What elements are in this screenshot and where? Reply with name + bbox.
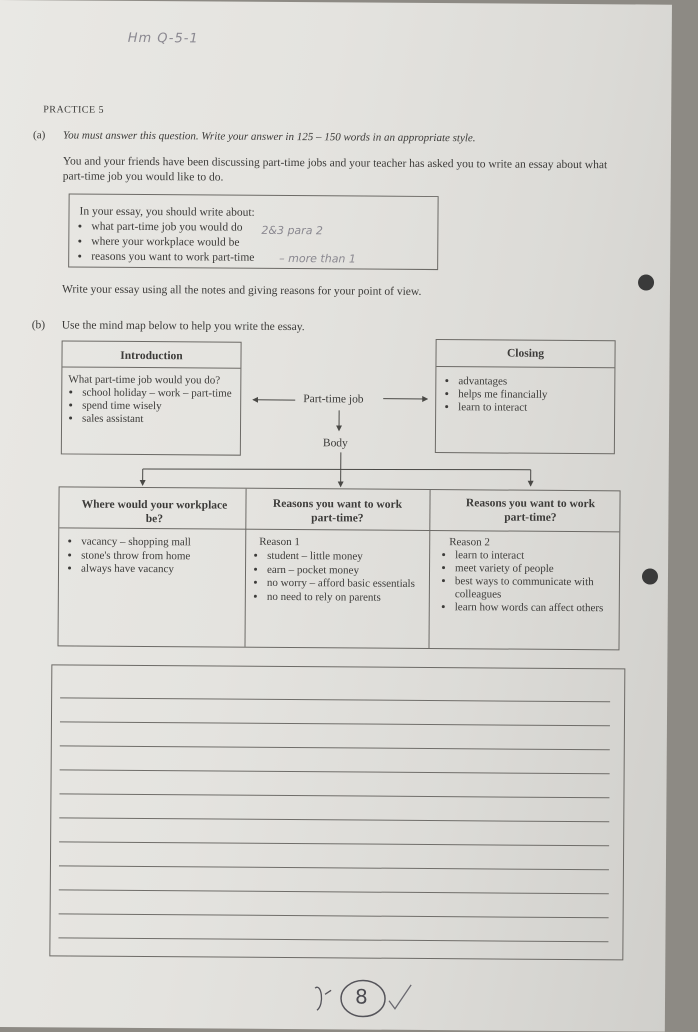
writing-line: [60, 769, 610, 774]
introduction-heading: Introduction: [62, 341, 240, 368]
punch-hole: [638, 274, 654, 290]
header-scribble: Hm Q-5-1: [128, 31, 199, 46]
reason1-sub: Reason 1: [259, 535, 300, 550]
reason2-item: • learn how words can affect others: [455, 601, 633, 615]
writing-line: [59, 889, 609, 894]
closing-item: • advantages: [458, 375, 614, 389]
reason2-list: [439, 549, 633, 615]
closing-item: • helps me financially: [458, 388, 614, 402]
writing-area[interactable]: [49, 664, 625, 960]
workplace-item: • stone's throw from home: [81, 549, 257, 564]
reason2-item: • best ways to communicate with colleagues: [455, 575, 633, 602]
body-grid: [57, 486, 620, 650]
reason2-heading: Reasons you want to work part-time?: [455, 496, 605, 525]
reason1-list: [251, 550, 439, 605]
writing-line: [58, 937, 608, 942]
writing-line: [59, 817, 609, 822]
body-label: Body: [323, 436, 348, 451]
closing-item: • learn to interact: [458, 401, 614, 415]
mind-map-arrows: [0, 0, 672, 505]
writing-line: [60, 745, 610, 750]
note-item: • what part-time job you would do: [91, 220, 254, 236]
writing-line: [59, 793, 609, 798]
introduction-item: • spend time wisely: [82, 400, 240, 414]
part-a-closing-instruction: Write your essay using all the notes and giving reasons for your point of view.: [62, 282, 622, 301]
writing-line: [59, 913, 609, 918]
reason1-item: • no need to rely on parents: [267, 590, 439, 605]
part-a-marker: (a): [33, 129, 45, 141]
writing-line: [60, 697, 610, 702]
part-a-instruction: You must answer this question. Write your answer in 125 – 150 words in an appropriate style.: [63, 129, 623, 145]
part-a-prompt: You and your friends have been discussing part-time jobs and your teacher has asked you to write an essay about what part-time job you would like to do.: [63, 154, 623, 188]
reason1-item: • student – little money: [267, 550, 439, 565]
reason2-item: • learn to interact: [455, 549, 633, 563]
reason1-item: • earn – pocket money: [267, 563, 439, 578]
workplace-list: [65, 535, 257, 577]
workplace-heading: Where would your workplace be?: [79, 498, 229, 527]
notes-intro: In your essay, you should write about:: [79, 205, 254, 221]
reason1-item: • no worry – afford basic essentials: [267, 577, 439, 592]
handwritten-para-note: 2&3 para 2: [261, 224, 323, 237]
introduction-item: • school holiday – work – part-time: [82, 387, 240, 401]
note-item: • reasons you want to work part-time: [91, 250, 254, 266]
score-value: 8: [355, 985, 368, 1009]
reason1-heading: Reasons you want to work part-time?: [267, 497, 407, 526]
body-branch: [143, 467, 531, 472]
reason2-item: • meet variety of people: [455, 562, 633, 576]
introduction-question: What part-time job would you do?: [62, 367, 240, 387]
center-label: Part-time job: [303, 392, 363, 407]
writing-line: [60, 721, 610, 726]
closing-heading: Closing: [436, 340, 614, 368]
handwritten-more-note: – more than 1: [279, 252, 356, 266]
reason2-sub: Reason 2: [449, 535, 490, 550]
part-b-marker: (b): [32, 318, 46, 333]
workplace-item: • vacancy – shopping mall: [81, 536, 257, 551]
writing-line: [59, 865, 609, 870]
punch-hole: [642, 568, 658, 584]
introduction-item: • sales assistant: [82, 413, 240, 427]
part-b-instruction: Use the mind map below to help you write the essay.: [62, 318, 305, 335]
writing-line: [59, 841, 609, 846]
note-item: • where your workplace would be: [91, 235, 254, 251]
workplace-item: • always have vacancy: [81, 563, 257, 578]
practice-title: PRACTICE 5: [43, 104, 104, 115]
